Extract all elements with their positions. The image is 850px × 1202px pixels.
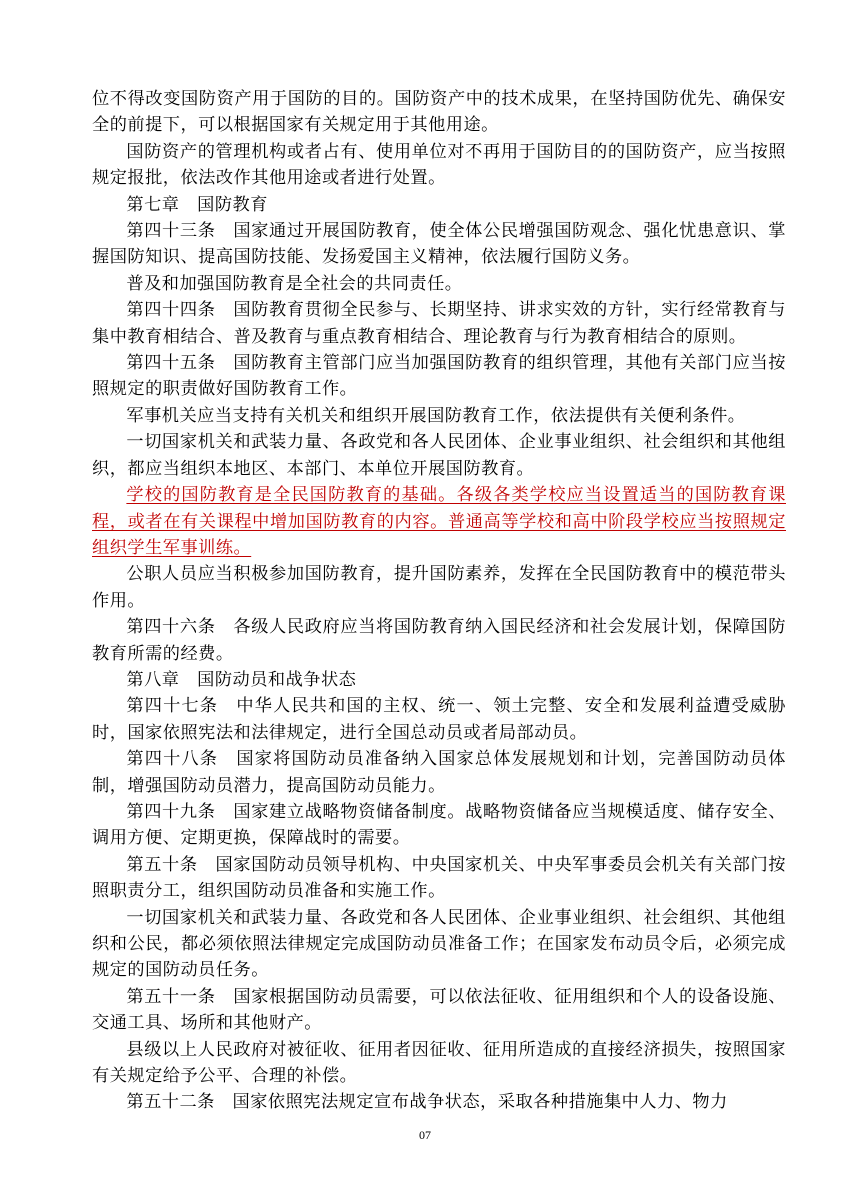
paragraph: 公职人员应当积极参加国防教育，提升国防素养，发挥在全民国防教育中的模范带头作用。	[92, 564, 786, 611]
chapter-heading: 第八章 国防动员和战争状态	[126, 669, 357, 690]
article-46: 第四十六条 各级人民政府应当将国防教育纳入国民经济和社会发展计划，保障国防教育所需的经费。	[92, 617, 786, 664]
paragraph: 一切国家机关和武装力量、各政党和各人民团体、企业事业组织、社会组织、其他组织和公民，都必须依照法律规定完成国防动员准备工作；在国家发布动员令后，必须完成规定的国防动员任务。	[92, 907, 786, 981]
page-number: 07	[419, 1128, 431, 1142]
article-45: 第四十五条 国防教育主管部门应当加强国防教育的组织管理，其他有关部门应当按照规定的职责做好国防教育工作。	[92, 353, 786, 400]
article-51: 第五十一条 国家根据国防动员需要，可以依法征收、征用组织和个人的设备设施、交通工具、场所和其他财产。	[92, 986, 786, 1034]
paragraph: 国防资产的管理机构或者占有、使用单位对不再用于国防目的的国防资产，应当按照规定报批，依法改作其他用途或者进行处置。	[92, 141, 786, 189]
article-47: 第四十七条 中华人民共和国的主权、统一、领土完整、安全和发展利益遭受威胁时，国家依照宪法和法律规定，进行全国总动员或者局部动员。	[92, 696, 786, 743]
article-48: 第四十八条 国家将国防动员准备纳入国家总体发展规划和计划，完善国防动员体制，增强国防动员潜力，提高国防动员能力。	[92, 749, 786, 796]
article-52: 第五十二条 国家依照宪法规定宣布战争状态，采取各种措施集中人力、物力	[126, 1092, 728, 1113]
paragraph: 一切国家机关和武装力量、各政党和各人民团体、企业事业组织、社会组织和其他组织，都应当组织本地区、本部门、本单位开展国防教育。	[92, 432, 786, 479]
paragraph: 县级以上人民政府对被征收、征用者因征收、征用所造成的直接经济损失，按照国家有关规定给予公平、合理的补偿。	[92, 1039, 786, 1087]
article-43: 第四十三条 国家通过开展国防教育，使全体公民增强国防观念、强化忧患意识、掌握国防知识、提高国防技能、发扬爱国主义精神，依法履行国防义务。	[92, 221, 786, 268]
paragraph: 位不得改变国防资产用于国防的目的。国防资产中的技术成果，在坚持国防优先、确保安全的前提下，可以根据国家有关规定用于其他用途。	[92, 89, 786, 136]
document-body	[92, 86, 786, 1116]
highlighted-paragraph: 学校的国防教育是全民国防教育的基础。各级各类学校应当设置适当的国防教育课程，或者在有关课程中增加国防教育的内容。普通高等学校和高中阶段学校应当按照规定组织学生军事训练。	[92, 485, 786, 558]
paragraph: 军事机关应当支持有关机关和组织开展国防教育工作，依法提供有关便利条件。	[126, 405, 746, 426]
article-50: 第五十条 国家国防动员领导机构、中央国家机关、中央军事委员会机关有关部门按照职责分工，组织国防动员准备和实施工作。	[92, 854, 786, 902]
article-49: 第四十九条 国家建立战略物资储备制度。战略物资储备应当规模适度、储存安全、调用方便、定期更换，保障战时的需要。	[92, 801, 786, 849]
article-44: 第四十四条 国防教育贯彻全民参与、长期坚持、讲求实效的方针，实行经常教育与集中教育相结合、普及教育与重点教育相结合、理论教育与行为教育相结合的原则。	[92, 300, 786, 347]
chapter-heading: 第七章 国防教育	[126, 194, 268, 215]
paragraph: 普及和加强国防教育是全社会的共同责任。	[126, 273, 463, 294]
